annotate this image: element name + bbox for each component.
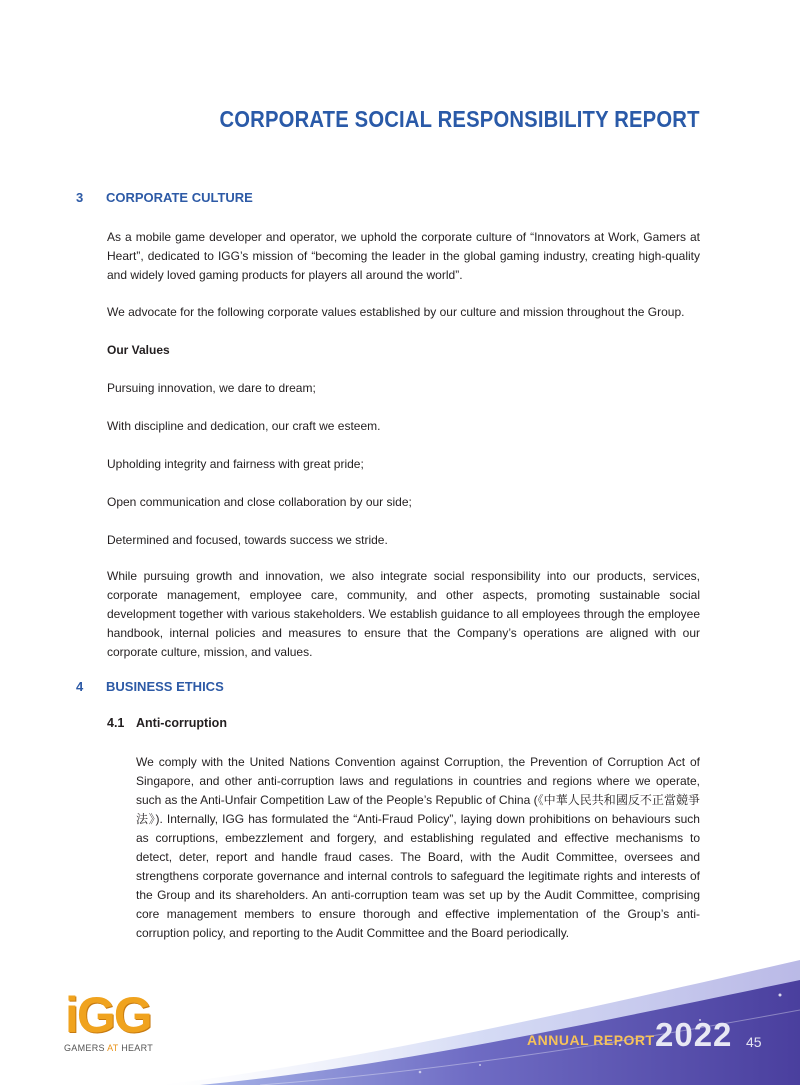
section-4-title: BUSINESS ETHICS	[106, 679, 224, 694]
page-header-title: CORPORATE SOCIAL RESPONSIBILITY REPORT	[219, 106, 700, 132]
subsection-4-1-heading	[107, 716, 227, 730]
annual-report-label: ANNUAL REPORT	[527, 1032, 655, 1048]
subsection-4-1-number: 4.1	[107, 716, 125, 730]
subsection-4-1-paragraph: We comply with the United Nations Convention against Corruption, the Prevention of Corruption Act of Singapore, and other anti-corruption laws and regulations in countries and regions where we operate, such as the Anti-Unfair Competition Law of the People’s Republic of China (《中華人民共和國反不正當競爭法》). Internally, IGG has formulated the “Anti-Fraud Policy”, laying down prohibitions on behaviours such as corruptions, embezzlement and forgery, and establishing regulated and effective mechanisms to detect, deter, report and handle fraud cases. The Board, with the Audit Committee, oversees and strengthens corporate governance and internal controls to safeguard the legitimate rights and interests of the Group and its shareholders. An anti-corruption team was set up by the Audit Committee, comprising core management members to ensure thorough and effective implementation of the Group’s anti-corruption policy, and reporting to the Audit Committee and the Board periodically.	[136, 755, 700, 940]
section-3-paragraph-3: While pursuing growth and innovation, we also integrate social responsibility into our products, services, corporate management, employee care, community, and other aspects, promoting sustainable social development together with various stakeholders. We establish guidance to all employees through the employee handbook, internal policies and measures to ensure that the Company’s operations are aligned with our corporate culture, mission, and values.	[107, 569, 700, 659]
subsection-4-1-title: Anti-corruption	[136, 716, 227, 730]
section-3-number: 3	[76, 190, 84, 205]
value-line: Determined and focused, towards success we stride.	[107, 533, 388, 547]
logo-tagline	[64, 1043, 153, 1053]
value-line: With discipline and dedication, our craft we esteem.	[107, 419, 381, 433]
igg-logo: iGG	[65, 987, 151, 1043]
section-3-title: CORPORATE CULTURE	[106, 190, 253, 205]
logo-tagline-part: HEART	[118, 1043, 154, 1053]
value-line: Open communication and close collaboration by our side;	[107, 495, 412, 509]
section-3-paragraph-1: As a mobile game developer and operator, we uphold the corporate culture of “Innovators at Work, Gamers at Heart”, dedicated to IGG’s mission of “becoming the leader in the global gaming industry, creating high-quality and widely loved gaming products for players all around the world”.	[107, 230, 700, 282]
value-line: Upholding integrity and fairness with great pride;	[107, 457, 364, 471]
logo-tagline-part: GAMERS	[64, 1043, 108, 1053]
page-number: 45	[746, 1034, 762, 1050]
values-heading: Our Values	[107, 343, 170, 357]
section-4-number: 4	[76, 679, 84, 694]
report-year: 2022	[655, 1016, 733, 1053]
section-4-heading	[76, 679, 224, 694]
logo-tagline-accent: AT	[107, 1043, 119, 1053]
section-3-heading	[76, 190, 253, 205]
value-line: Pursuing innovation, we dare to dream;	[107, 381, 316, 395]
section-3-paragraph-2: We advocate for the following corporate values established by our culture and mission throughout the Group.	[107, 305, 685, 319]
